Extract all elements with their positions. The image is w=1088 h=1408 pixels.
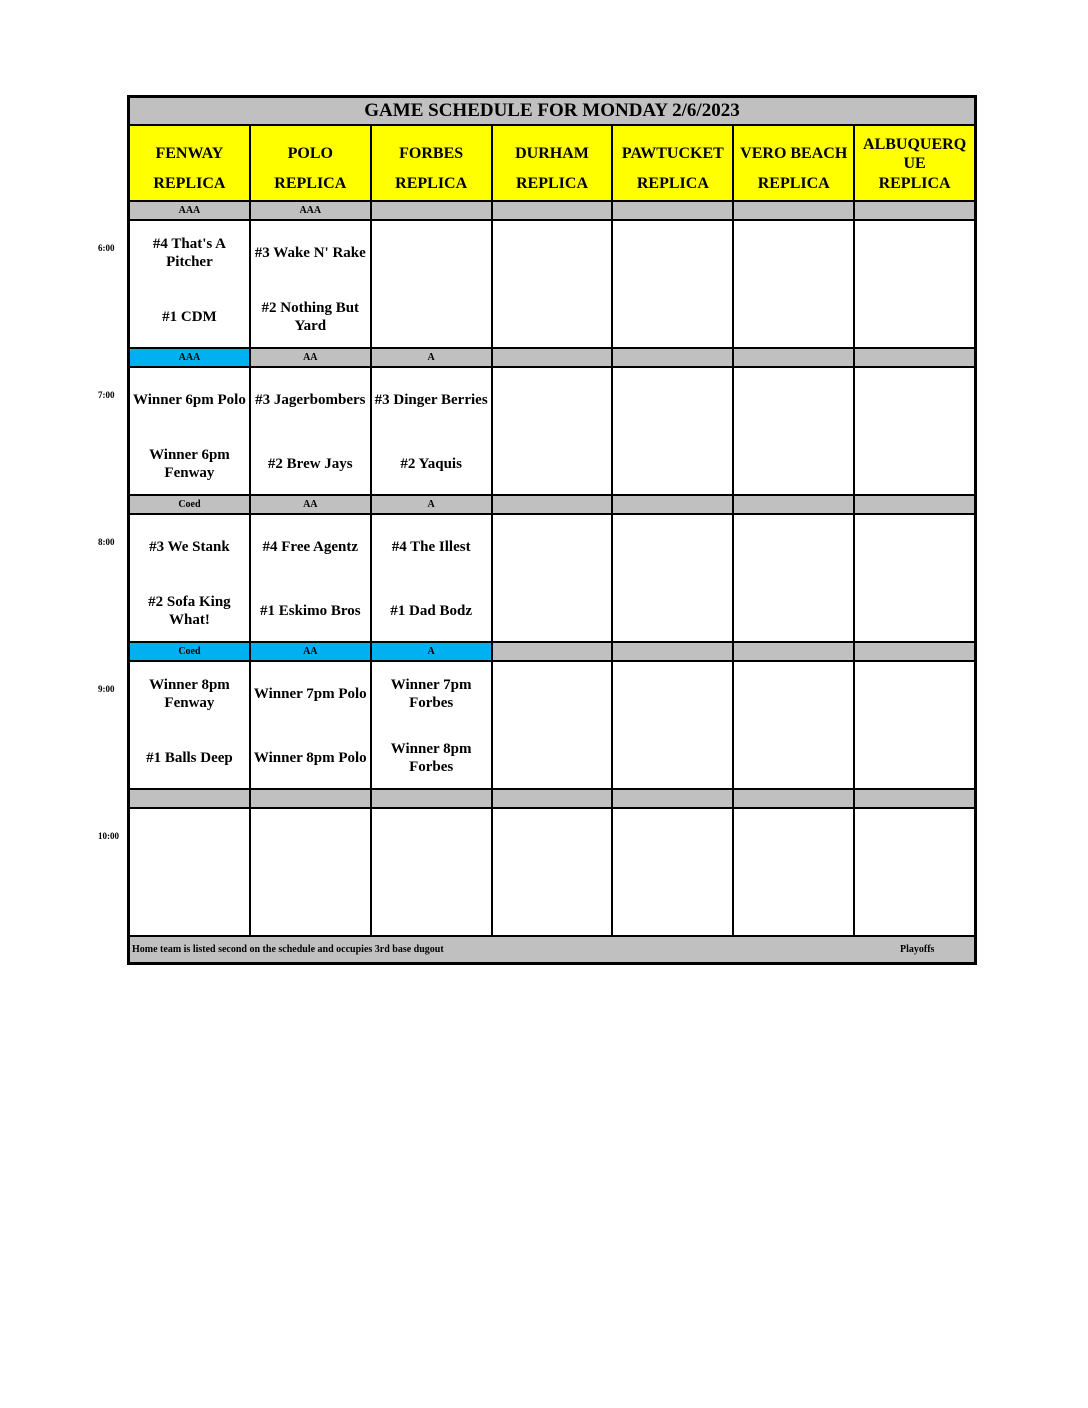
home-team: #2 Nothing But Yard [261, 300, 360, 334]
home-team [855, 738, 974, 778]
game-slot-row [130, 368, 974, 496]
home-team [855, 885, 974, 925]
division-row [130, 790, 974, 809]
division-label: AA [251, 349, 372, 366]
game-cell [372, 221, 493, 347]
field-type: REPLICA [274, 174, 347, 192]
time-label: 8:00 [98, 537, 115, 547]
home-team [734, 444, 853, 484]
field-name: PAWTUCKET [621, 145, 724, 162]
home-team: #2 Yaquis [400, 456, 462, 472]
time-slots [130, 202, 974, 937]
home-team [372, 885, 491, 925]
home-team: #2 Sofa King What! [148, 594, 231, 628]
home-team [493, 591, 612, 631]
division-label: AA [251, 496, 372, 513]
game-cell [251, 221, 372, 347]
game-cell [372, 809, 493, 935]
division-label [372, 202, 493, 219]
field-name: ALBUQUERQUE [863, 135, 967, 172]
game-cell [734, 662, 855, 788]
game-cell [855, 368, 974, 494]
away-team: #3 Dinger Berries [374, 392, 488, 408]
field-name: DURHAM [515, 145, 589, 162]
division-label: A [372, 643, 493, 660]
away-team [855, 527, 974, 567]
home-team [130, 885, 249, 925]
away-team: Winner 6pm Polo [133, 392, 246, 408]
away-team: #3 Jagerbombers [255, 392, 366, 408]
home-team: Winner 8pm Polo [253, 750, 367, 766]
game-cell [613, 221, 734, 347]
division-label [130, 790, 251, 807]
field-type: REPLICA [516, 174, 589, 192]
game-cell [493, 368, 614, 494]
game-cell [613, 368, 734, 494]
division-label [734, 349, 855, 366]
away-team: Winner 7pm Polo [253, 686, 367, 702]
playoffs-label: Playoffs [900, 944, 935, 955]
home-team [855, 591, 974, 631]
game-cell [855, 221, 974, 347]
division-label [372, 790, 493, 807]
division-label: A [372, 349, 493, 366]
division-label [493, 496, 614, 513]
home-team [855, 297, 974, 337]
game-cell [493, 809, 614, 935]
division-label [493, 349, 614, 366]
division-label [613, 790, 734, 807]
game-cell [493, 662, 614, 788]
game-cell [855, 515, 974, 641]
game-cell [734, 221, 855, 347]
division-label [613, 643, 734, 660]
game-slot-row [130, 515, 974, 643]
game-cell [493, 221, 614, 347]
division-label [613, 202, 734, 219]
game-cell [855, 662, 974, 788]
game-cell [613, 809, 734, 935]
footer-row [130, 937, 974, 962]
away-team [130, 821, 249, 861]
field-header-durham [493, 126, 614, 200]
division-label: Coed [130, 496, 251, 513]
home-team [734, 591, 853, 631]
field-type: REPLICA [878, 174, 951, 192]
division-label: AAA [130, 202, 251, 219]
away-team: Winner 8pm Fenway [149, 677, 230, 711]
time-label: 9:00 [98, 684, 115, 694]
field-header-polo [251, 126, 372, 200]
away-team [613, 233, 732, 273]
game-cell [130, 662, 251, 788]
time-label: 10:00 [98, 831, 119, 841]
home-team: #1 CDM [162, 309, 217, 325]
division-label [855, 202, 974, 219]
game-cell [372, 515, 493, 641]
schedule-table [127, 95, 977, 965]
field-header-fenway [130, 126, 251, 200]
field-name: VERO BEACH [740, 145, 848, 162]
home-team [251, 885, 370, 925]
division-label [855, 496, 974, 513]
field-header-pawtucket [613, 126, 734, 200]
away-team [372, 233, 491, 273]
field-header-forbes [372, 126, 493, 200]
away-team: Winner 7pm Forbes [390, 677, 472, 711]
division-row [130, 349, 974, 368]
division-label: A [372, 496, 493, 513]
home-team [613, 591, 732, 631]
field-header-albuquerque [855, 126, 974, 200]
away-team [613, 527, 732, 567]
division-label [734, 496, 855, 513]
away-team [855, 821, 974, 861]
away-team [855, 233, 974, 273]
time-label: 7:00 [98, 390, 115, 400]
away-team: #3 We Stank [149, 539, 230, 555]
home-team: Winner 8pm Forbes [390, 741, 472, 775]
away-team [493, 527, 612, 567]
division-label: AAA [130, 349, 251, 366]
home-team [613, 885, 732, 925]
home-team [855, 444, 974, 484]
game-cell [855, 809, 974, 935]
game-slot-row [130, 809, 974, 937]
field-name: FORBES [399, 145, 464, 162]
game-cell [613, 515, 734, 641]
division-row [130, 202, 974, 221]
division-label [734, 643, 855, 660]
game-cell [734, 809, 855, 935]
game-cell [613, 662, 734, 788]
field-type: REPLICA [757, 174, 830, 192]
home-team [493, 297, 612, 337]
away-team [613, 821, 732, 861]
division-label [251, 790, 372, 807]
home-team [613, 297, 732, 337]
game-cell [130, 221, 251, 347]
game-cell [493, 515, 614, 641]
home-team [734, 738, 853, 778]
field-type: REPLICA [395, 174, 468, 192]
home-team [734, 297, 853, 337]
game-cell [130, 368, 251, 494]
time-label: 6:00 [98, 243, 115, 253]
field-type: REPLICA [153, 174, 226, 192]
home-team: Winner 6pm Fenway [149, 447, 230, 481]
division-label: AA [251, 643, 372, 660]
home-team [493, 885, 612, 925]
game-cell [251, 368, 372, 494]
home-team: #1 Eskimo Bros [260, 603, 361, 619]
field-header-vero-beach [734, 126, 855, 200]
away-team [734, 233, 853, 273]
division-label [613, 496, 734, 513]
home-team [372, 297, 491, 337]
away-team [372, 821, 491, 861]
away-team: #3 Wake N' Rake [254, 245, 366, 261]
away-team [734, 380, 853, 420]
division-label [493, 643, 614, 660]
away-team [493, 233, 612, 273]
game-cell [251, 809, 372, 935]
game-cell [251, 662, 372, 788]
home-team: #1 Balls Deep [146, 750, 233, 766]
game-cell [372, 662, 493, 788]
away-team: #4 That's A Pitcher [152, 236, 226, 270]
home-team [734, 885, 853, 925]
field-header-row [130, 126, 974, 202]
away-team [493, 821, 612, 861]
home-team [613, 738, 732, 778]
division-row [130, 643, 974, 662]
division-label [855, 790, 974, 807]
home-team: #1 Dad Bodz [390, 603, 472, 619]
game-cell [734, 368, 855, 494]
away-team [734, 674, 853, 714]
away-team [493, 674, 612, 714]
division-label: AAA [251, 202, 372, 219]
field-type: REPLICA [636, 174, 709, 192]
division-row [130, 496, 974, 515]
schedule-title: GAME SCHEDULE FOR MONDAY 2/6/2023 [130, 98, 974, 126]
away-team: #4 The Illest [391, 539, 471, 555]
division-label [613, 349, 734, 366]
home-team: #2 Brew Jays [267, 456, 353, 472]
home-team [613, 444, 732, 484]
division-label [734, 202, 855, 219]
game-cell [251, 515, 372, 641]
home-team [493, 738, 612, 778]
division-label [855, 643, 974, 660]
field-name: POLO [287, 145, 333, 162]
division-label [855, 349, 974, 366]
home-team-note: Home team is listed second on the schedule and occupies 3rd base dugout [132, 944, 444, 955]
home-team [493, 444, 612, 484]
away-team [855, 380, 974, 420]
game-cell [130, 515, 251, 641]
game-slot-row [130, 221, 974, 349]
division-label [734, 790, 855, 807]
game-cell [734, 515, 855, 641]
away-team [734, 821, 853, 861]
away-team [613, 674, 732, 714]
away-team [613, 380, 732, 420]
away-team [251, 821, 370, 861]
away-team: #4 Free Agentz [262, 539, 359, 555]
away-team [734, 527, 853, 567]
division-label [493, 790, 614, 807]
division-label: Coed [130, 643, 251, 660]
game-cell [130, 809, 251, 935]
game-slot-row [130, 662, 974, 790]
away-team [855, 674, 974, 714]
game-cell [372, 368, 493, 494]
field-name: FENWAY [155, 145, 224, 162]
division-label [493, 202, 614, 219]
away-team [493, 380, 612, 420]
